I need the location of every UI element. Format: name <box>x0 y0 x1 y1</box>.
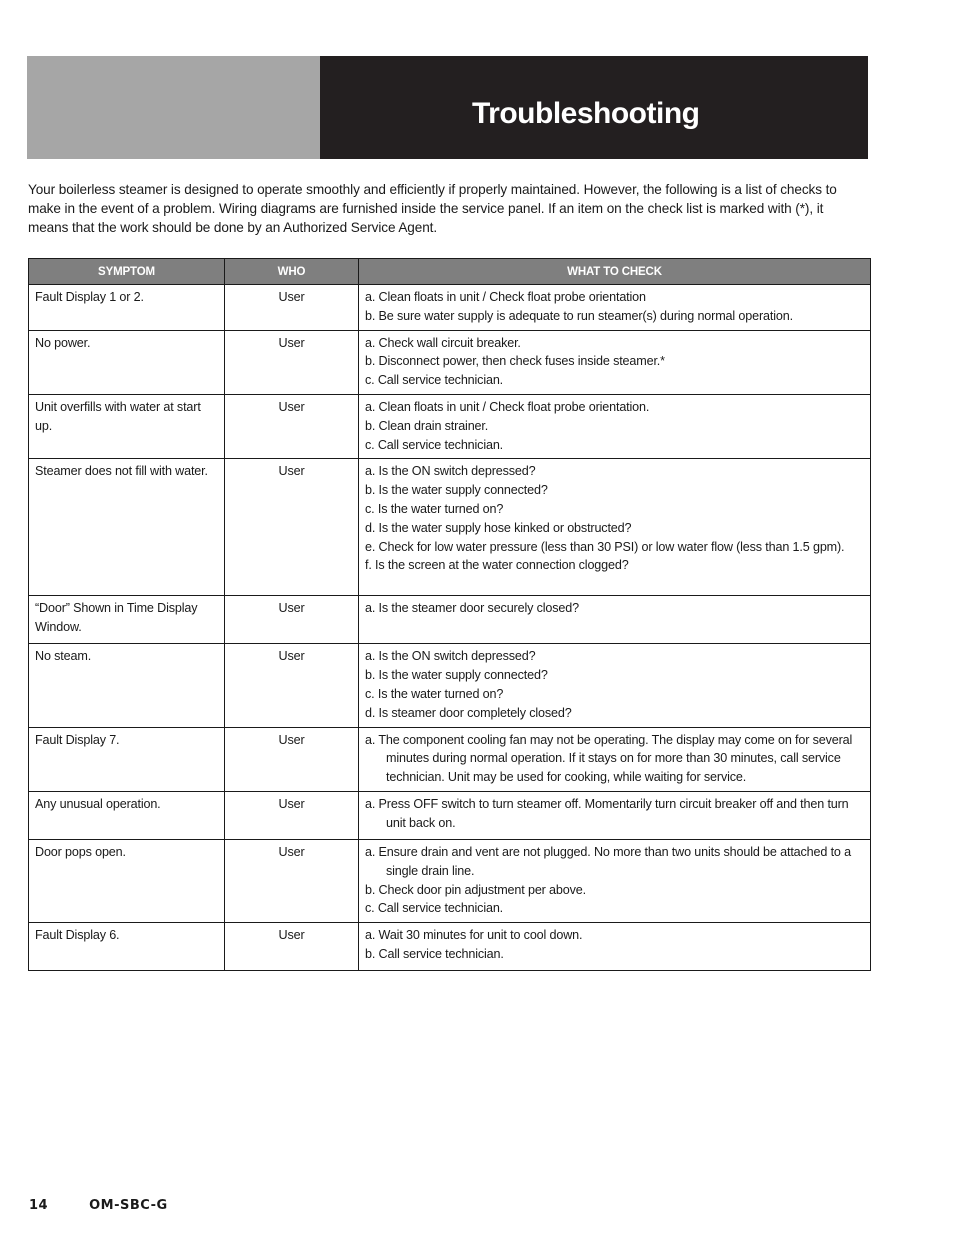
symptom-cell: Fault Display 1 or 2. <box>29 285 225 331</box>
check-item: a. Check wall circuit breaker. <box>365 335 521 350</box>
who-cell: User <box>225 923 359 971</box>
check-item: b. Call service technician. <box>365 946 504 961</box>
checks-cell <box>359 394 871 458</box>
who-cell: User <box>225 839 359 922</box>
check-item: a. Wait 30 minutes for unit to cool down. <box>365 928 583 943</box>
checks-cell <box>359 727 871 791</box>
check-item: b. Is the water supply connected? <box>365 668 548 683</box>
symptom-cell: Door pops open. <box>29 839 225 922</box>
checks-cell <box>359 596 871 644</box>
symptom-cell: No steam. <box>29 644 225 727</box>
table-row <box>29 285 871 331</box>
symptom-cell: Fault Display 7. <box>29 727 225 791</box>
check-item: b. Disconnect power, then check fuses inside steamer.* <box>365 354 665 369</box>
symptom-cell: Any unusual operation. <box>29 791 225 839</box>
who-cell: User <box>225 330 359 394</box>
who-cell: User <box>225 285 359 331</box>
who-cell: User <box>225 596 359 644</box>
table-row <box>29 839 871 922</box>
table-row <box>29 330 871 394</box>
who-cell: User <box>225 644 359 727</box>
check-item: a. Press OFF switch to turn steamer off. Momentarily turn circuit breaker off and then turn unit back on. <box>365 796 849 830</box>
header-what-to-check: WHAT TO CHECK <box>359 259 871 285</box>
check-item: b. Check door pin adjustment per above. <box>365 882 586 897</box>
checks-cell <box>359 644 871 727</box>
check-item: e. Check for low water pressure (less than 30 PSI) or low water flow (less than 1.5 gpm). <box>365 539 845 554</box>
check-item: a. Ensure drain and vent are not plugged. No more than two units should be attached to a single drain line. <box>365 844 851 878</box>
check-item: a. Is the ON switch depressed? <box>365 649 536 664</box>
symptom-cell: Fault Display 6. <box>29 923 225 971</box>
table-row <box>29 596 871 644</box>
header-who: WHO <box>225 259 359 285</box>
table-row <box>29 727 871 791</box>
checks-cell <box>359 285 871 331</box>
who-cell: User <box>225 459 359 596</box>
header-banner <box>27 56 868 159</box>
check-item: b. Be sure water supply is adequate to run steamer(s) during normal operation. <box>365 308 793 323</box>
symptom-cell: No power. <box>29 330 225 394</box>
who-cell: User <box>225 791 359 839</box>
checks-cell <box>359 459 871 596</box>
table-row <box>29 459 871 596</box>
page-footer <box>29 1198 168 1213</box>
banner-gray-block <box>27 56 320 159</box>
checks-cell <box>359 923 871 971</box>
check-item: c. Call service technician. <box>365 901 504 916</box>
check-item: a. Is the steamer door securely closed? <box>365 601 579 616</box>
table-row <box>29 923 871 971</box>
symptom-cell: Steamer does not fill with water. <box>29 459 225 596</box>
symptom-cell: Unit overfills with water at start up. <box>29 394 225 458</box>
check-item: c. Call service technician. <box>365 373 504 388</box>
page-number: 14 <box>29 1198 49 1213</box>
page-title: Troubleshooting <box>472 96 700 130</box>
header-symptom: SYMPTOM <box>29 259 225 285</box>
checks-cell <box>359 839 871 922</box>
banner-title-block <box>320 56 868 159</box>
check-item: a. Is the ON switch depressed? <box>365 464 536 479</box>
table-row <box>29 791 871 839</box>
check-item: b. Is the water supply connected? <box>365 483 548 498</box>
table-row <box>29 394 871 458</box>
check-item: d. Is the water supply hose kinked or obstructed? <box>365 520 632 535</box>
table-row <box>29 644 871 727</box>
symptom-cell: “Door” Shown in Time Display Window. <box>29 596 225 644</box>
table-header-row <box>29 259 871 285</box>
who-cell: User <box>225 394 359 458</box>
check-item: b. Clean drain strainer. <box>365 418 489 433</box>
check-item: a. Clean floats in unit / Check float probe orientation. <box>365 399 650 414</box>
troubleshooting-table <box>28 258 871 971</box>
check-item: a. The component cooling fan may not be operating. The display may come on for several minutes during normal operation. If it stays on for more than 30 minutes, call service technician. Unit may be used for cooking, while waiting for service. <box>365 732 853 785</box>
check-item: d. Is steamer door completely closed? <box>365 705 572 720</box>
check-item: c. Is the water turned on? <box>365 501 504 516</box>
check-item: c. Call service technician. <box>365 437 504 452</box>
intro-paragraph: Your boilerless steamer is designed to operate smoothly and efficiently if properly maintained. However, the following is a list of checks to make in the event of a problem. Wiring diagrams are furnished inside the service panel. If an item on the check list is marked with (*), it means that the work should be done by an Authorized Service Agent. <box>28 182 837 235</box>
check-item: c. Is the water turned on? <box>365 686 504 701</box>
check-item: f. Is the screen at the water connection clogged? <box>365 558 629 573</box>
who-cell: User <box>225 727 359 791</box>
check-item: a. Clean floats in unit / Check float probe orientation <box>365 290 646 304</box>
checks-cell <box>359 330 871 394</box>
document-code: OM-SBC-G <box>89 1198 168 1213</box>
checks-cell <box>359 791 871 839</box>
